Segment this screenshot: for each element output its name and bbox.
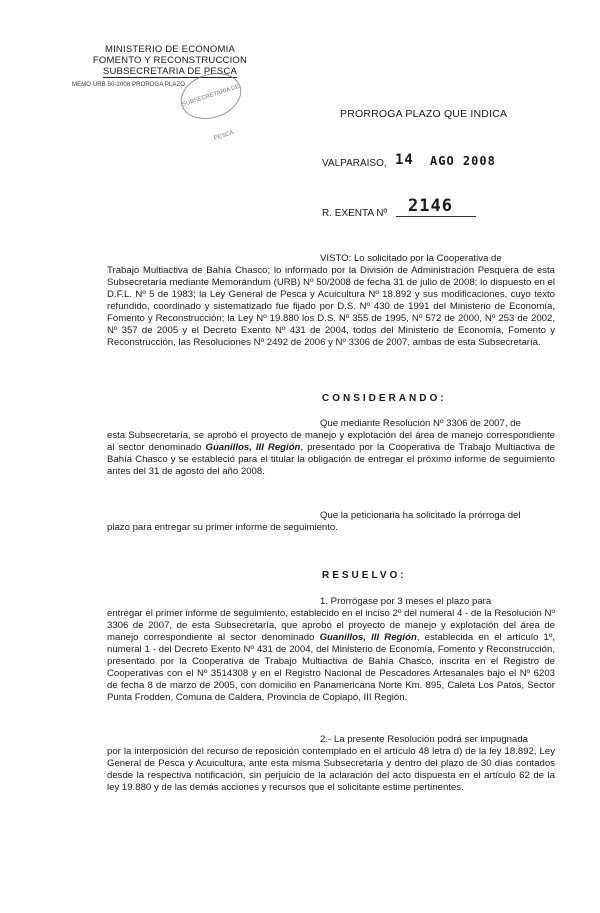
ministry-line-1: MINISTERIO DE ECONOMIA xyxy=(104,44,236,55)
considerando-p2-body: plazo para entregar su primer informe de seguimiento. xyxy=(107,522,338,533)
resuelvo-item2-lead: 2.- La presente Resolución podrá ser impugnada xyxy=(320,734,528,745)
exenta-number: 2146 xyxy=(408,196,453,216)
ministry-header xyxy=(70,44,270,77)
considerando-p1-text-a: esta Subsecretaría, se aprobó el proyecto de manejo y explotación del área de manejo correspondiente al sector denominado xyxy=(107,430,555,453)
visto-body: Trabajo Multiactiva de Bahía Chasco; lo informado por la División de Administración Pesquera de esta Subsecretaría mediante Memorándum (URB) Nº 50/2008 de fecha 31 de julio de 2008; lo dispuesto en el D.F.L. Nº 5 de 1983; la Ley General de Pesca y Acuicultura Nº 18.892 y sus modificaciones, cuyo texto refundido, coordinado y sistematizado fue fijado por D.S. Nº 430 de 1991 del Ministerio de Economía, Fomento y Reconstrucción; la Ley Nº 19.880 los D.S. Nº 355 de 1995, Nº 572 de 2000, Nº 253 de 2002, Nº 357 de 2005 y el Decreto Exento Nº 431 de 2004, todos del Ministerio de Economía, Fomento y Reconstrucción, las Resoluciones Nº 2492 de 2006 y Nº 3306 de 2007, ambas de esta Subsecretaría. xyxy=(107,265,555,348)
ministry-line-2: FOMENTO Y RECONSTRUCCION xyxy=(92,55,248,66)
date-month-year: AGO 2008 xyxy=(430,154,496,168)
considerando-p1-text-b: , presentado por la Cooperativa de Trabajo Multiactiva de Bahía Chasco y se estableció para el titular la obligación de entregar el próximo informe de seguimiento antes del 31 de agosto del año 2008. xyxy=(107,442,556,477)
date-day: 14 xyxy=(395,152,414,168)
exenta-underline xyxy=(396,216,476,217)
resuelvo-item1-text-b: , establecida en el artículo 1º, numeral 1 - del Decreto Exento Nº 431 de 2004, del Ministerio de Economía, Fomento y Reconstrucción, presentado por la Cooperativa de Trabajo Multiactiva de Bahía Chasco, inscrita en el Registro de Cooperativas con el Nº 3514308 y en el Registro Nacional de Pescadores Artesanales bajo el Nº 6203 de fecha 8 de marzo de 2005, con domicilio en Panamericana Norte Km. 895, Caleta Los Patos, Sector Punta Frodden, Comuna de Caldera, Provincia de Copiapó, III Región. xyxy=(107,632,556,703)
resuelvo-item1-lead: 1. Prorrógase por 3 meses el plazo para xyxy=(320,596,492,607)
considerando-heading: CONSIDERANDO: xyxy=(322,393,447,404)
resuelvo-item2-body: por la interposición del recurso de reposición contemplado en el artículo 48 letra d) de la ley 18.892, Ley General de Pesca y Acuicultura, ante esta misma Subsecretaría y dentro del plazo de 30 días contados desde la respectiva notificación, sin perjuicio de la aclaración del acto dispuesta en el artículo 62 de la ley 19.880 y de las demás acciones y recursos que el solicitante estime pertinentes. xyxy=(107,746,555,793)
resuelvo-item1-sector: Guanillos, III Región xyxy=(319,632,417,643)
subsecretaria-label: SUBSECRETARIA DE PESCA xyxy=(102,66,238,77)
exenta-label: R. EXENTA Nº xyxy=(322,208,388,219)
official-stamp: SUBSECRETARIA DE PESCA xyxy=(175,65,248,126)
considerando-p2-lead: Que la peticionaria ha solicitado la prórroga del xyxy=(320,510,521,521)
considerando-p1-body xyxy=(107,430,555,478)
resuelvo-item1-body xyxy=(107,608,555,704)
ministry-line-3 xyxy=(70,66,270,77)
visto-lead: VISTO: Lo solicitado por la Cooperativa de xyxy=(320,253,502,264)
document-title: PRORROGA PLAZO QUE INDICA xyxy=(340,108,508,120)
resuelvo-heading: RESUELVO: xyxy=(322,570,407,581)
considerando-p1-sector: Guanillos, III Región xyxy=(205,442,301,453)
place-label: VALPARAISO, xyxy=(322,158,387,169)
considerando-p1-lead: Que mediante Resolución Nº 3306 de 2007, de xyxy=(320,418,521,429)
resuelvo-item1-text-a: entregar el primer informe de seguimiento, establecido en el inciso 2º del numeral 4 - de la Resolución Nº 3306 de 2007, de esta Subsecretaría, que aprobó el proyecto de manejo y explotación del área de manejo correspondiente al sector denominado xyxy=(107,608,555,643)
memo-reference: MEMO URB 50-2008 PROROGA PLAZO xyxy=(72,82,186,88)
